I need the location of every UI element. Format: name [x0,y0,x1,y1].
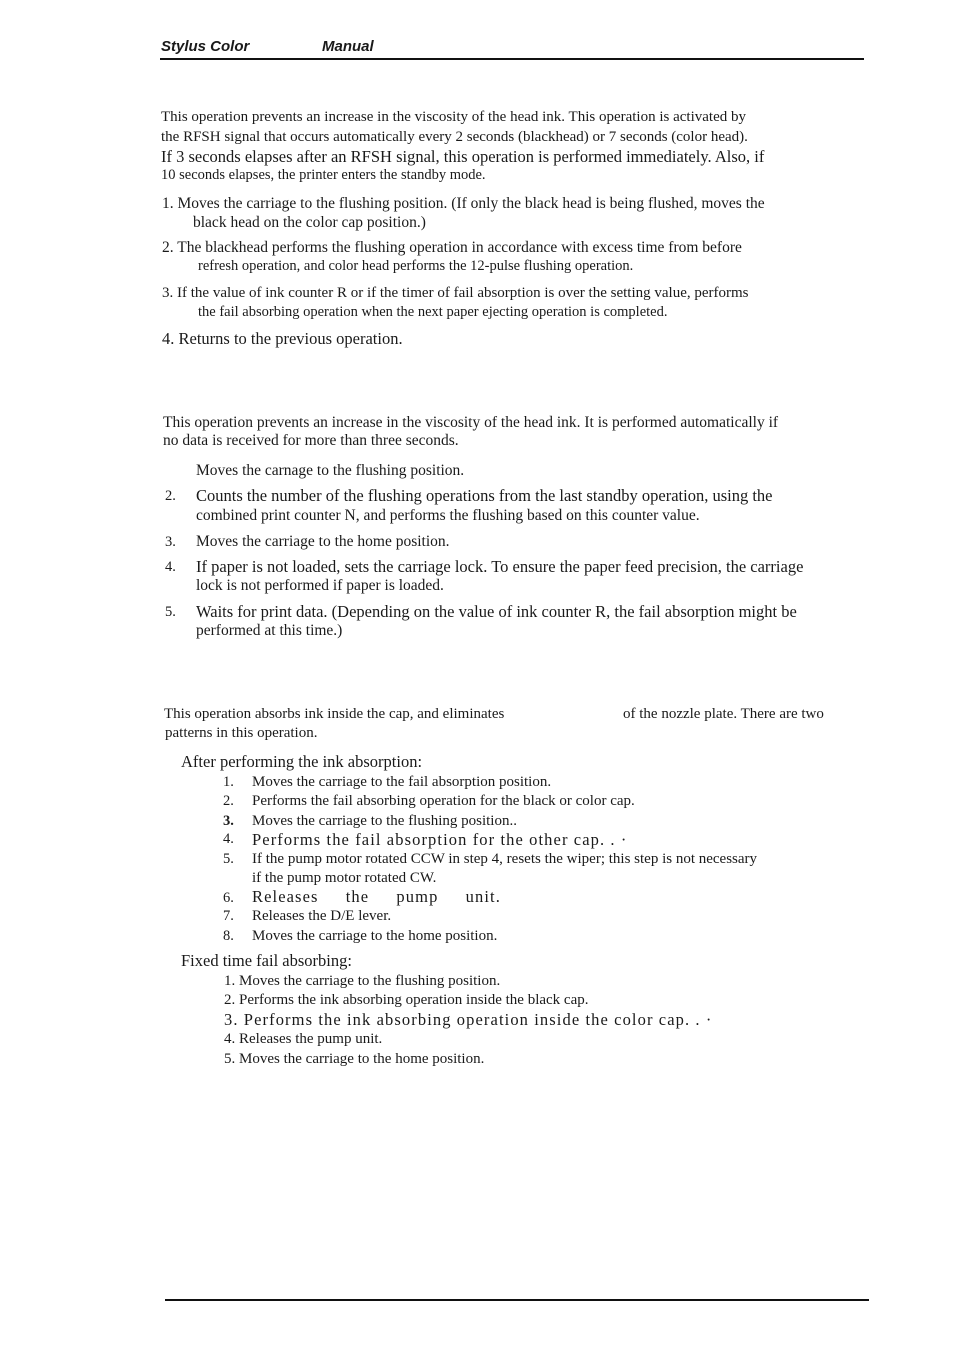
paragraph-line: This operation absorbs ink inside the cap, and eliminates [164,706,505,722]
list-item-text: Releases the D/E lever. [252,908,392,924]
list-item: 3. Performs the ink absorbing operation inside the color cap. . · [224,1010,713,1029]
paragraph-line: the RFSH signal that occurs automatically every 2 seconds (blackhead) or 7 seconds (color head). [161,129,748,145]
list-item: 4. Releases the pump unit. [224,1031,383,1047]
list-item-text: combined print counter N, and performs the flushing based on this counter value. [196,507,700,524]
list-item-number: 2. [165,488,176,504]
list-item-cont: refresh operation, and color head performs the 12-pulse flushing operation. [198,258,634,274]
list-item-text: Moves the carriage to the home position. [196,533,450,550]
list-item-number: 5. [165,604,176,620]
list-item: 3. If the value of ink counter R or if the timer of fail absorption is over the setting value, performs [162,285,749,301]
list-item-number: 3. [165,534,176,550]
list-item-text: Releases the pump unit. [252,887,501,906]
paragraph-line: no data is received for more than three seconds. [163,432,459,449]
list-item: 5. Moves the carriage to the home position. [224,1051,485,1067]
list-item: 1. Moves the carriage to the flushing position. [224,973,501,989]
list-item-text: Waits for print data. (Depending on the value of ink counter R, the fail absorption might be [196,602,797,621]
paragraph-line: 10 seconds elapses, the printer enters the standby mode. [161,167,486,183]
list-item-number: 2. [223,793,234,809]
paragraph-line: This operation prevents an increase in the viscosity of the head ink. It is performed automatically if [163,414,779,431]
pattern-title: Fixed time fail absorbing: [181,951,352,970]
list-item-number: 7. [223,908,234,924]
list-item: 1. Moves the carriage to the flushing position. (If only the black head is being flushed, moves the [162,195,765,212]
list-item: 4. Returns to the previous operation. [162,329,403,348]
list-item-text: Moves the carnage to the flushing position. [196,462,465,479]
list-item: 2. The blackhead performs the flushing operation in accordance with excess time from before [162,239,742,256]
list-item-text: Performs the fail absorption for the other cap. . · [252,830,628,849]
list-item-text: Counts the number of the flushing operations from the last standby operation, using the [196,486,773,505]
list-item-text: Moves the carriage to the fail absorption position. [252,774,552,790]
list-item-text: performed at this time.) [196,622,343,639]
paragraph-line: If 3 seconds elapses after an RFSH signal, this operation is performed immediately. Also, if [161,147,765,166]
list-item-number: 1. [223,774,234,790]
paragraph-line: patterns in this operation. [165,725,318,741]
list-item-text: If the pump motor rotated CCW in step 4, resets the wiper; this step is not necessary [252,851,758,867]
footer-rule [165,1299,869,1301]
pattern-title: After performing the ink absorption: [181,752,423,771]
paragraph-line: This operation prevents an increase in the viscosity of the head ink. This operation is activated by [161,109,746,125]
page-header [160,38,864,60]
list-item-number: 4. [223,831,234,847]
list-item-number: 8. [223,928,234,944]
list-item-number: 6. [223,890,234,906]
list-item-text: If paper is not loaded, sets the carriage lock. To ensure the paper feed precision, the carriage [196,557,804,576]
header-title: Stylus Color [161,38,250,55]
list-item-cont: black head on the color cap position.) [193,214,426,231]
list-item-text: Moves the carriage to the home position. [252,928,498,944]
header-subtitle: Manual [322,38,374,55]
list-item-text: lock is not performed if paper is loaded. [196,577,444,594]
list-item: 2. Performs the ink absorbing operation inside the black cap. [224,992,589,1008]
list-item-text: if the pump motor rotated CW. [252,870,437,886]
list-item-number: 5. [223,851,234,867]
list-item-cont: the fail absorbing operation when the next paper ejecting operation is completed. [198,304,668,320]
list-item-text: Moves the carriage to the flushing position.. [252,813,517,829]
list-item-number: 4. [165,559,176,575]
paragraph-line: of the nozzle plate. There are two [623,706,824,722]
list-item-text: Performs the fail absorbing operation for the black or color cap. [252,793,635,809]
list-item-number: 3. [223,813,234,829]
